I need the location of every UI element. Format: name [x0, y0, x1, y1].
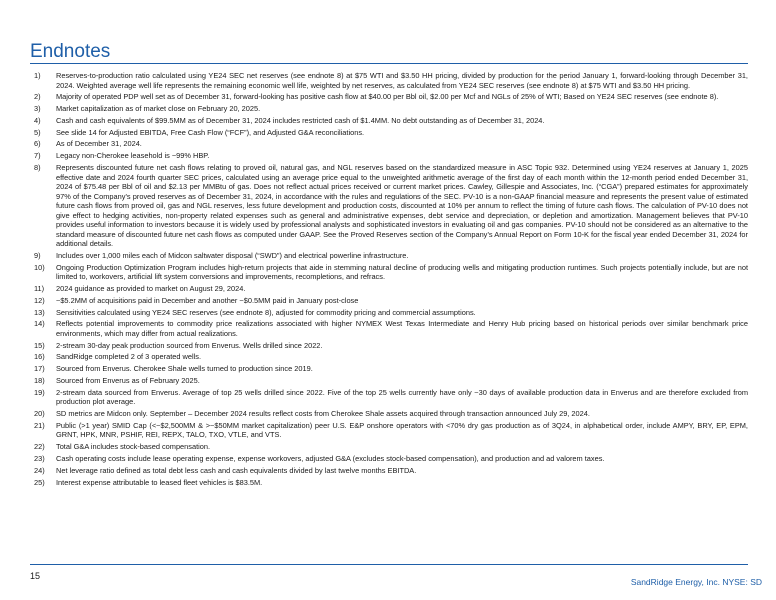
endnote-text: Represents discounted future net cash flows relating to proved oil, natural gas, and NGL reserves based on the standardized measure in ASC Topic 932. Determined using YE24 reserves at January 1, 2025 effective date and 2024 fourth quarter SEC prices, calculated using an average price equal to the unweighted arithmetic average of the first day of each month within the 12-month period ended December 31, 2024 of $75.48 per Bbl of oil and $2.13 per MMBtu of gas. Does not reflect actual prices received or current market prices. Cawley, Gillespie and Associates, Inc. (“CGA”) prepared estimates for approximately 97% of the Company’s proved reserves as of December 31, 2024, in accordance with the rules and regulations of the SEC. PV-10 is a non-GAAP financial measure and represents the present value of estimated future cash flows from proved oil, gas and NGL reserves, less future development and production costs, discounted at 10% per annum to reflect the timing of future cash flows. The calculation of PV-10 does not give effect to hedging activities, non-property related expenses such as general and administrative expenses, debt service and depreciation, or depletion and amortization. Management believes that PV-10 provides useful information to investors because it is widely used by professional analysts and sophisticated investors in evaluating oil and gas companies. PV-10 should not be considered as an alternative to the standard measure of discounted future net cash flows as computed under GAAP. See the Proved Reserves section of the Company’s Annual Report on Form 10-K for the fiscal year ended December 31, 2024 for additional details. [56, 163, 748, 249]
endnote-text: Reflects potential improvements to commodity price realizations associated with higher NYMEX West Texas Intermediate and Henry Hub pricing based on historical periods over similar benchmark price environments, which may differ from actual realizations. [56, 319, 748, 338]
page-number: 15 [30, 571, 41, 581]
endnote-item-9 [30, 251, 748, 261]
endnote-item-22 [30, 442, 748, 452]
endnote-item-13 [30, 308, 748, 318]
endnote-number: 20) [34, 409, 45, 419]
endnote-number: 25) [34, 477, 45, 487]
endnote-number: 16) [34, 352, 45, 362]
endnote-number: 17) [34, 364, 45, 374]
endnote-item-18 [30, 376, 748, 386]
endnote-text: As of December 31, 2024. [56, 139, 142, 149]
endnote-text: 2-stream 30-day peak production sourced from Enverus. Wells drilled since 2022. [56, 340, 323, 350]
endnotes-list [30, 71, 748, 489]
endnote-text: Includes over 1,000 miles each of Midcon saltwater disposal (“SWD”) and electrical powerline infrastructure. [56, 250, 409, 260]
endnote-number: 15) [34, 340, 45, 350]
endnote-number: 21) [34, 420, 45, 430]
endnote-text: Interest expense attributable to leased fleet vehicles is $83.5M. [56, 477, 263, 487]
endnote-text: SandRidge completed 2 of 3 operated wells. [56, 352, 202, 362]
endnote-number: 14) [34, 319, 45, 329]
endnote-item-6 [30, 139, 748, 149]
endnote-item-7 [30, 151, 748, 161]
endnote-text: Public (>1 year) SMID Cap (<~$2,500MM & >~$50MM market capitalization) peer U.S. E&P onshore operators with <70% dry gas production as of 3Q24, in alphabetical order, include AMPY, BRY, EP, EPM, GRNT, HPK, MNR, PSHIF, REI, REPX, TALO, TXO, VTLE, and VTS. [56, 420, 748, 440]
endnote-item-1 [30, 71, 748, 90]
endnote-item-8 [30, 163, 748, 249]
endnote-item-20 [30, 409, 748, 419]
title-divider [30, 63, 748, 64]
endnote-number: 4) [34, 115, 41, 125]
endnote-item-15 [30, 341, 748, 351]
page-title: Endnotes [30, 41, 111, 62]
endnote-item-21 [30, 421, 748, 440]
endnote-item-2 [30, 92, 748, 102]
endnote-item-23 [30, 454, 748, 464]
endnote-number: 11) [34, 283, 45, 293]
footer-divider [30, 564, 748, 565]
endnote-text: 2-stream data sourced from Enverus. Average of top 25 wells drilled since 2022. Five of the top 25 wells currently have only ~30 days of available production data in Enverus and are therefore excluded from production plot average. [56, 387, 748, 407]
endnote-text: Sourced from Enverus as of February 2025. [56, 376, 200, 386]
endnote-text: Market capitalization as of market close on February 20, 2025. [56, 104, 261, 114]
endnote-number: 1) [34, 71, 41, 80]
endnote-text: Reserves-to-production ratio calculated using YE24 SEC net reserves (see endnote 8) at $75 WTI and $3.50 HH pricing, divided by production for the period January 1, forward-looking through December 31, 2024. Weighted average well life represents the remaining economic well life, weighted by net reserves, as calculated from YE24 SEC reserves (see endnote 8) at $75 WTI and $3.50 HH pricing. [56, 71, 748, 90]
company-tag: SandRidge Energy, Inc. NYSE: SD [630, 577, 762, 587]
endnote-item-10 [30, 263, 748, 282]
endnote-number: 12) [34, 295, 45, 305]
endnote-item-12 [30, 296, 748, 306]
endnote-number: 23) [34, 454, 45, 464]
endnote-number: 24) [34, 465, 45, 475]
endnote-number: 8) [34, 163, 41, 173]
endnote-text: 2024 guidance as provided to market on August 29, 2024. [56, 283, 246, 293]
endnote-text: ~$5.2MM of acquisitions paid in December and another ~$0.5MM paid in January post-close [56, 295, 359, 305]
endnote-number: 7) [34, 151, 41, 161]
endnote-item-11 [30, 284, 748, 294]
endnote-item-24 [30, 466, 748, 476]
endnote-number: 19) [34, 387, 45, 397]
endnote-number: 22) [34, 442, 45, 452]
endnote-item-5 [30, 128, 748, 138]
endnote-item-3 [30, 104, 748, 114]
endnote-text: Majority of operated PDP well set as of December 31, forward-looking has positive cash flow at $40.00 per Bbl oil, $2.00 per Mcf and NGLs of 25% of WTI; Based on YE24 SEC reserves (see endnote 8). [56, 92, 719, 102]
endnote-number: 5) [34, 127, 41, 137]
endnote-number: 6) [34, 139, 41, 149]
endnote-item-17 [30, 364, 748, 374]
endnote-text: Total G&A includes stock-based compensation. [56, 442, 211, 452]
endnote-text: Net leverage ratio defined as total debt less cash and cash equivalents divided by last twelve months EBITDA. [56, 465, 417, 475]
endnote-item-19 [30, 388, 748, 407]
endnote-text: SD metrics are Midcon only. September – December 2024 results reflect costs from Cherokee Shale assets acquired through transaction announced July 29, 2024. [56, 409, 590, 419]
endnote-item-25 [30, 478, 748, 488]
endnote-number: 2) [34, 92, 41, 102]
endnote-text: Sourced from Enverus. Cherokee Shale wells turned to production since 2019. [56, 364, 313, 374]
endnote-number: 18) [34, 376, 45, 386]
endnote-text: Sensitivities calculated using YE24 SEC reserves (see endnote 8), adjusted for commodity pricing and commercial assumptions. [56, 307, 476, 317]
endnote-text: Cash operating costs include lease operating expense, expense workovers, adjusted G&A (excludes stock-based compensation), and production and ad valorem taxes. [56, 454, 605, 464]
endnote-number: 13) [34, 307, 45, 317]
endnote-text: Cash and cash equivalents of $99.5MM as of December 31, 2024 includes restricted cash of $1.4MM. No debt outstanding as of December 31, 2024. [56, 115, 545, 125]
endnote-item-14 [30, 319, 748, 338]
endnote-item-16 [30, 352, 748, 362]
endnote-item-4 [30, 116, 748, 126]
endnote-number: 3) [34, 104, 41, 114]
endnote-text: Ongoing Production Optimization Program includes high-return projects that aide in stemming natural decline of producing wells and mitigating production runtimes. Such projects potentially include, but are not limited to, workovers, artificial lift system conversions and improvements, recompletions, and refracs. [56, 262, 748, 282]
endnote-number: 9) [34, 250, 41, 260]
endnote-text: Legacy non-Cherokee leasehold is ~99% HBP. [56, 151, 210, 161]
endnote-text: See slide 14 for Adjusted EBITDA, Free Cash Flow (“FCF”), and Adjusted G&A reconciliations. [56, 127, 365, 137]
endnote-number: 10) [34, 262, 45, 272]
